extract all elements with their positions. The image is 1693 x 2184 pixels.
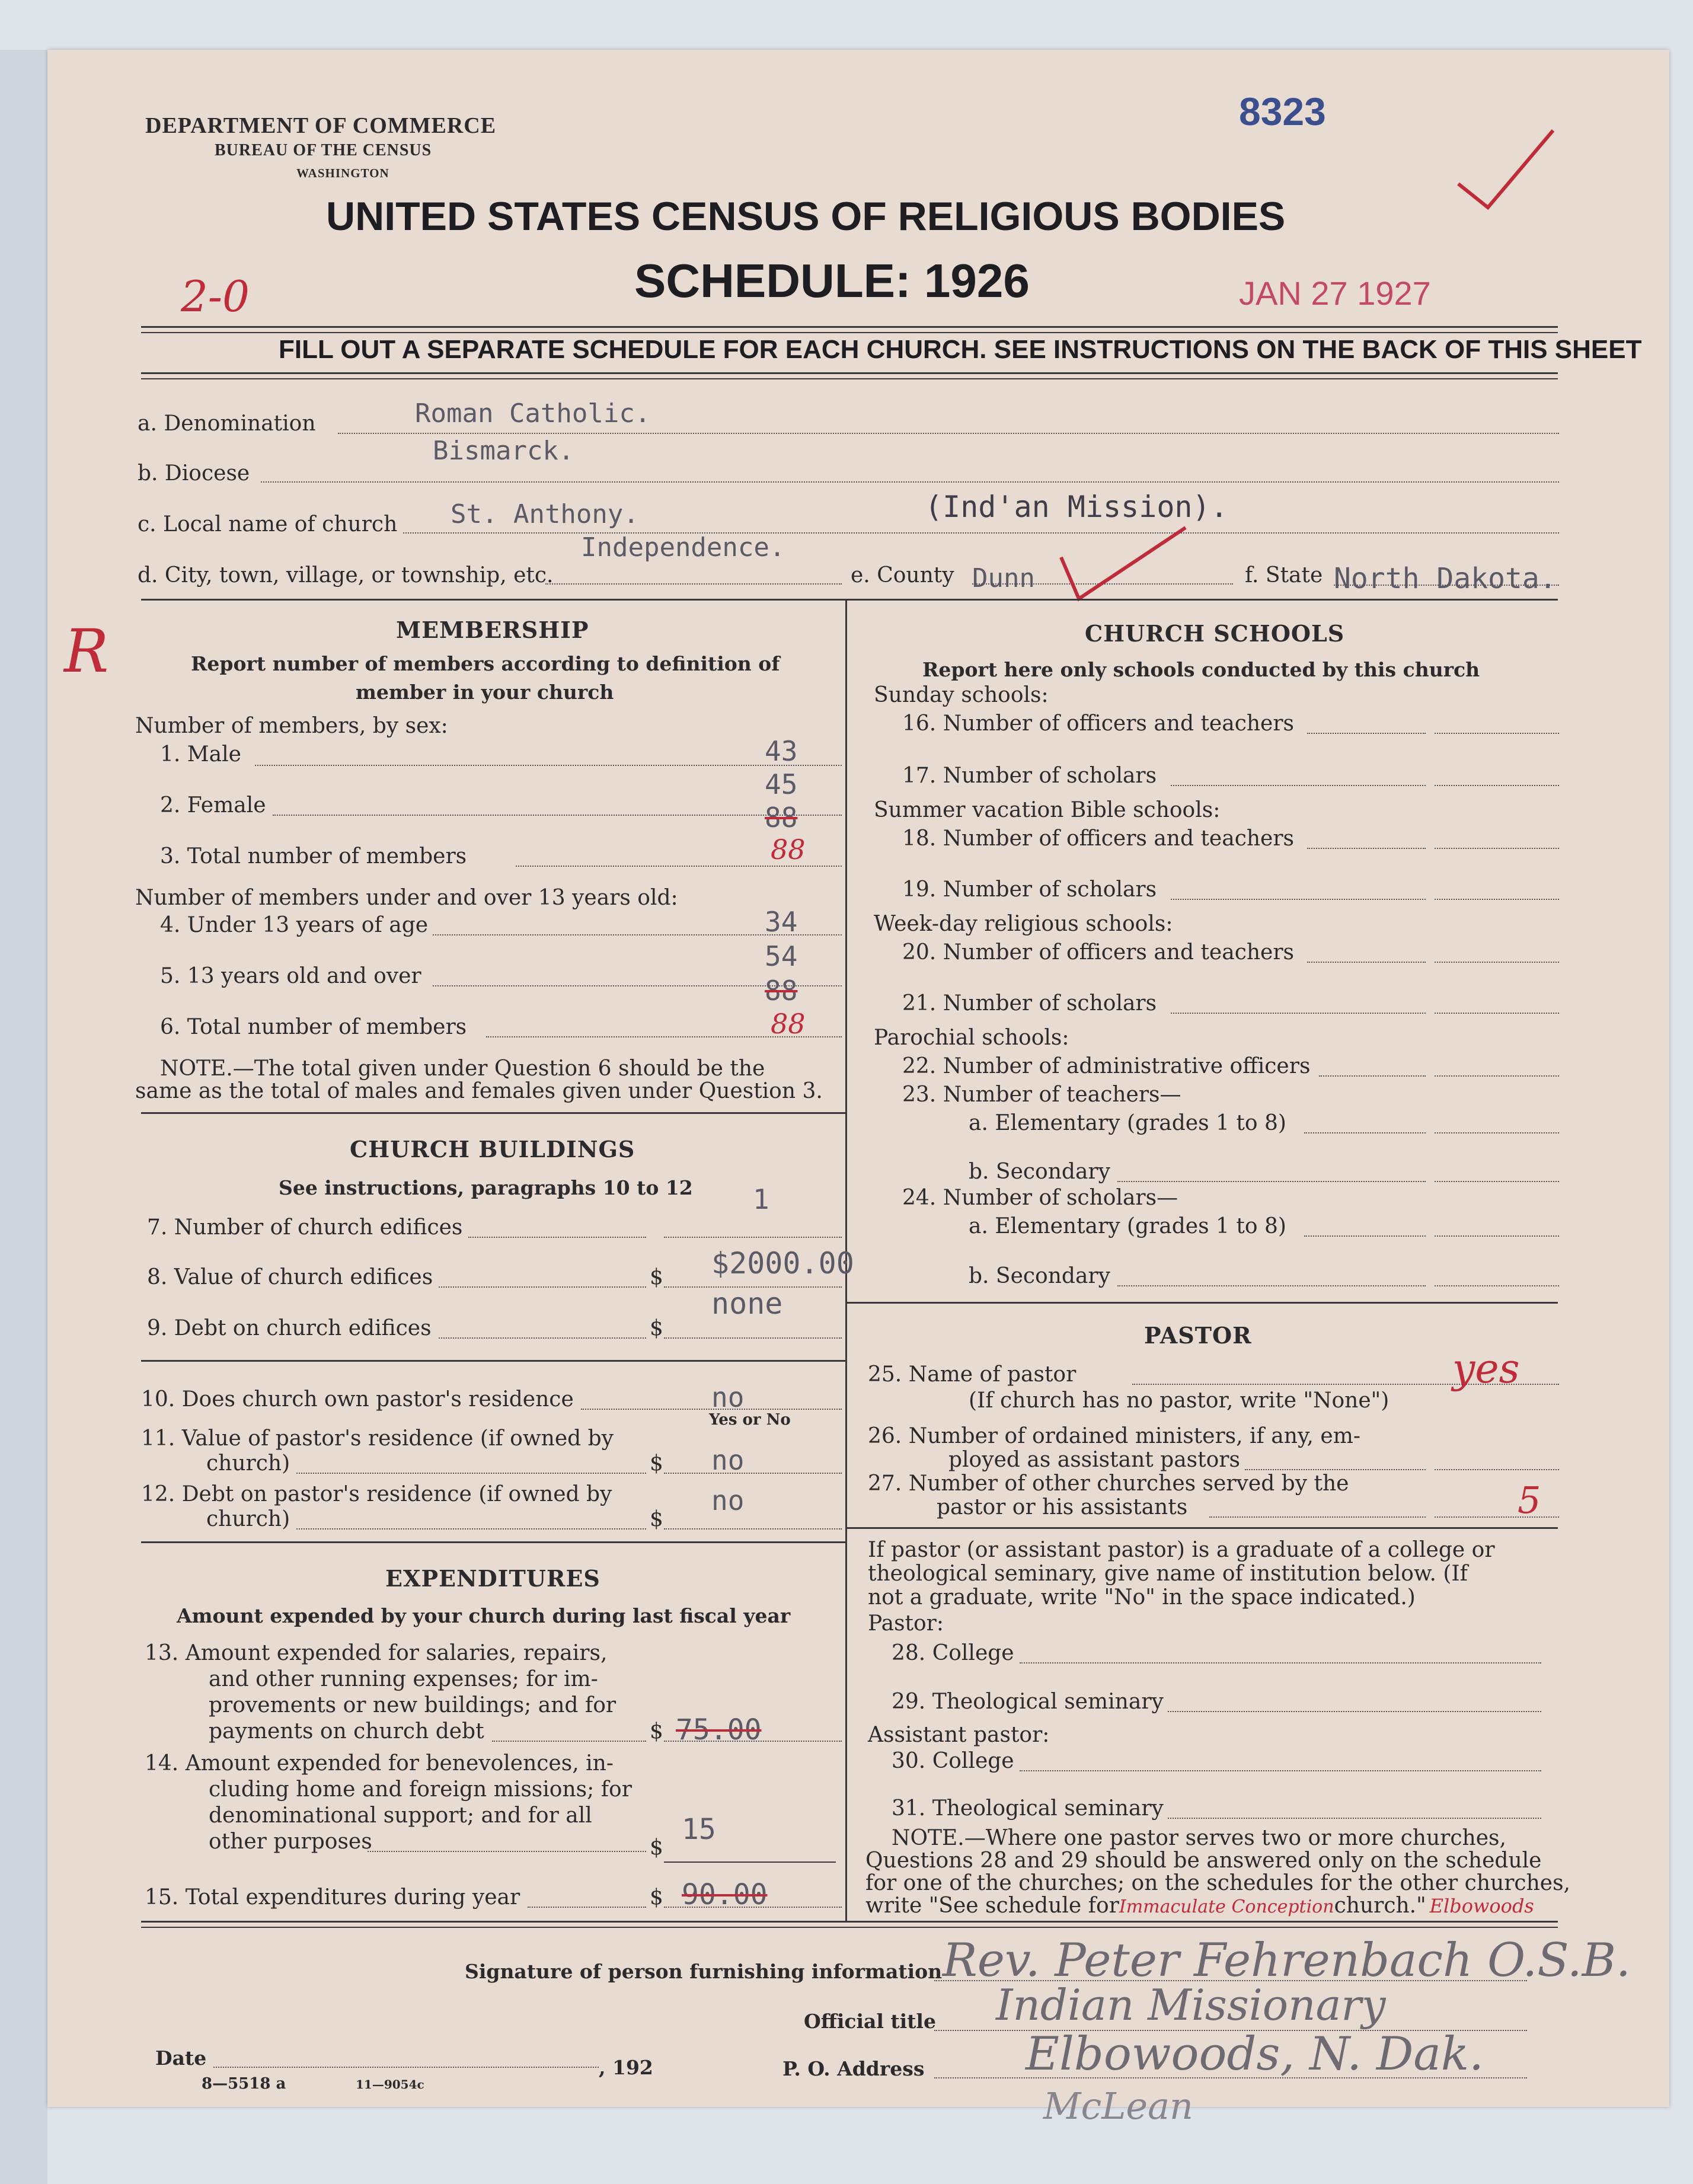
q27-label-line2: pastor or his assistants — [937, 1495, 1188, 1519]
handwritten-code: 2-0 — [181, 272, 250, 321]
stamp-number: 8323 — [1239, 90, 1326, 133]
q31-label: 31. Theological seminary — [892, 1796, 1164, 1821]
q2-female-label: 2. Female — [160, 793, 266, 818]
q14-dollar: $ — [650, 1835, 663, 1860]
received-date-stamp: JAN 27 1927 — [1239, 274, 1431, 312]
po-address-label: P. O. Address — [782, 2057, 925, 2080]
q14-line2: cluding home and foreign missions; for — [209, 1777, 632, 1802]
q25-value: yes — [1452, 1346, 1520, 1393]
q18-label: 18. Number of officers and teachers — [902, 826, 1295, 851]
q30-label: 30. College — [892, 1749, 1014, 1773]
state-label: f. State — [1245, 563, 1323, 587]
instruction-banner: FILL OUT A SEPARATE SCHEDULE FOR EACH CHURCH. SEE INSTRUCTIONS ON THE BACK OF THIS SHEET — [279, 335, 1642, 364]
department-heading: DEPARTMENT OF COMMERCE — [145, 113, 497, 138]
q27-label-line1: 27. Number of other churches served by the — [868, 1471, 1349, 1496]
q20-label: 20. Number of officers and teachers — [902, 940, 1295, 965]
local-name-extra: (Ind'an Mission). — [925, 490, 1228, 524]
q14-line4: other purposes — [209, 1829, 372, 1854]
q6-total-value: 88 — [771, 1008, 806, 1040]
q15-dollar: $ — [650, 1885, 663, 1910]
pastor-note-4-text: write "See schedule for — [865, 1894, 1119, 1918]
q13-line1: 13. Amount expended for salaries, repairs, — [145, 1641, 608, 1665]
q8-dollar: $ — [650, 1265, 663, 1289]
q26-label-line1: 26. Number of ordained ministers, if any, em- — [868, 1424, 1360, 1448]
pastor-note-4-place: Elbowoods — [1429, 1895, 1534, 1917]
q24b-label: b. Secondary — [969, 1264, 1110, 1288]
q8-value: $2000.00 — [711, 1246, 854, 1281]
q4-under13-value: 34 — [765, 906, 798, 938]
form-title: UNITED STATES CENSUS OF RELIGIOUS BODIES — [326, 194, 1286, 239]
q11-label-line2: church) — [206, 1451, 290, 1476]
q15-value: 90.00 — [682, 1878, 768, 1911]
q25-hint: (If church has no pastor, write "None") — [969, 1388, 1389, 1413]
q9-label: 9. Debt on church edifices — [147, 1316, 432, 1340]
members-by-age-label: Number of members under and over 13 years old: — [135, 886, 678, 910]
official-title-value: Indian Missionary — [996, 1980, 1386, 2030]
q15-label: 15. Total expenditures during year — [145, 1885, 520, 1910]
margin-mark: R — [64, 617, 109, 686]
county-label: e. County — [851, 563, 954, 587]
q11-label-line1: 11. Value of pastor's residence (if owned by — [141, 1426, 614, 1451]
membership-sub1: Report number of members according to definition of — [191, 652, 780, 675]
q12-dollar: $ — [650, 1507, 663, 1531]
denomination-label: a. Denomination — [138, 411, 316, 436]
q11-value: no — [711, 1444, 745, 1476]
q23a-label: a. Elementary (grades 1 to 8) — [969, 1111, 1286, 1135]
q25-label: 25. Name of pastor — [868, 1362, 1077, 1387]
q13-line4: payments on church debt — [209, 1719, 484, 1744]
schools-heading: CHURCH SCHOOLS — [1085, 620, 1345, 647]
city-value: Independence. — [581, 532, 785, 563]
form-number: 8—5518 a — [202, 2075, 286, 2093]
pastor-note-2: Questions 28 and 29 should be answered only on the schedule — [865, 1848, 1542, 1873]
q21-label: 21. Number of scholars — [902, 991, 1157, 1016]
q9-value: none — [711, 1286, 783, 1321]
signature-label: Signature of person furnishing information — [465, 1960, 943, 1983]
q28-label: 28. College — [892, 1641, 1014, 1665]
q3-old-value: 88 — [765, 802, 798, 834]
print-number: 11—9054c — [356, 2077, 424, 2092]
q24a-label: a. Elementary (grades 1 to 8) — [969, 1214, 1286, 1238]
q7-value: 1 — [753, 1183, 769, 1215]
buildings-heading: CHURCH BUILDINGS — [350, 1136, 635, 1163]
pastor-note-4-end: church." — [1334, 1894, 1426, 1918]
q5-over13-value: 54 — [765, 940, 798, 972]
expenditures-sub: Amount expended by your church during last fiscal year — [177, 1604, 791, 1627]
pastor-note-4-hand: Immaculate Conception — [1119, 1896, 1334, 1917]
q12-label-line1: 12. Debt on pastor's residence (if owned by — [141, 1482, 612, 1506]
q14-value: 15 — [682, 1813, 716, 1846]
q23-label: 23. Number of teachers— — [902, 1083, 1181, 1107]
q14-line1: 14. Amount expended for benevolences, in- — [145, 1751, 614, 1776]
summer-label: Summer vacation Bible schools: — [874, 798, 1221, 822]
q4-under13-label: 4. Under 13 years of age — [160, 913, 429, 937]
date-year: , 192 — [599, 2056, 653, 2079]
pastor-subhead: Pastor: — [868, 1611, 944, 1636]
parochial-label: Parochial schools: — [874, 1026, 1069, 1050]
membership-heading: MEMBERSHIP — [396, 617, 589, 643]
schools-sub: Report here only schools conducted by this church — [922, 658, 1480, 681]
date-label: Date — [155, 2046, 207, 2070]
members-by-sex-label: Number of members, by sex: — [135, 714, 448, 738]
pastor-intro-2: theological seminary, give name of institution below. (If — [868, 1562, 1468, 1586]
po-address-extra: McLean — [1043, 2084, 1193, 2128]
q2-female-value: 45 — [765, 768, 798, 800]
q26-label-line2: ployed as assistant pastors — [948, 1448, 1240, 1472]
q12-value: no — [711, 1484, 745, 1516]
weekday-label: Week-day religious schools: — [874, 912, 1173, 936]
buildings-sub: See instructions, paragraphs 10 to 12 — [279, 1176, 693, 1199]
pastor-heading: PASTOR — [1144, 1322, 1252, 1349]
q13-dollar: $ — [650, 1719, 663, 1744]
membership-note-2: same as the total of males and females given under Question 3. — [135, 1079, 823, 1103]
q9-dollar: $ — [650, 1316, 663, 1340]
q10-value: no — [711, 1381, 745, 1413]
red-check-mark — [1452, 124, 1559, 213]
county-value: Dunn — [972, 563, 1035, 593]
q5-over13-label: 5. 13 years old and over — [160, 964, 421, 988]
q16-label: 16. Number of officers and teachers — [902, 711, 1295, 736]
state-value: North Dakota. — [1334, 562, 1557, 595]
q6-old-value: 88 — [765, 975, 798, 1007]
bureau-heading: BUREAU OF THE CENSUS — [215, 141, 432, 159]
q6-total-label: 6. Total number of members — [160, 1015, 467, 1039]
denomination-value: Roman Catholic. — [415, 398, 651, 429]
q12-label-line2: church) — [206, 1507, 290, 1531]
pastor-note-4 — [865, 1894, 1534, 1918]
q7-label: 7. Number of church edifices — [147, 1215, 463, 1240]
q1-male-value: 43 — [765, 735, 798, 767]
q27-value: 5 — [1518, 1479, 1541, 1522]
q19-label: 19. Number of scholars — [902, 877, 1157, 902]
q10-label: 10. Does church own pastor's residence — [141, 1387, 574, 1412]
pastor-intro-3: not a graduate, write "No" in the space indicated.) — [868, 1585, 1416, 1610]
city-heading: WASHINGTON — [296, 166, 389, 180]
diocese-label: b. Diocese — [138, 461, 250, 486]
q13-line2: and other running expenses; for im- — [209, 1667, 598, 1691]
diocese-value: Bismarck. — [433, 436, 574, 466]
q1-male-label: 1. Male — [160, 742, 241, 767]
form-schedule: SCHEDULE: 1926 — [634, 254, 1030, 307]
sunday-label: Sunday schools: — [874, 683, 1049, 707]
q17-label: 17. Number of scholars — [902, 764, 1157, 788]
pastor-note-3: for one of the churches; on the schedules for the other churches, — [865, 1871, 1570, 1895]
pastor-intro-1: If pastor (or assistant pastor) is a graduate of a college or — [868, 1538, 1495, 1562]
county-check-mark — [1049, 522, 1192, 605]
q10-hint: Yes or No — [709, 1411, 791, 1429]
city-label: d. City, town, village, or township, etc. — [138, 563, 554, 587]
q22-label: 22. Number of administrative officers — [902, 1054, 1311, 1078]
membership-sub2: member in your church — [356, 681, 614, 704]
q13-value: 75.00 — [676, 1713, 762, 1746]
signature-value: Rev. Peter Fehrenbach O.S.B. — [943, 1934, 1631, 1987]
expenditures-heading: EXPENDITURES — [385, 1565, 600, 1592]
local-name-label: c. Local name of church — [138, 512, 398, 537]
local-name-value: St. Anthony. — [451, 499, 639, 529]
q23b-label: b. Secondary — [969, 1160, 1110, 1184]
membership-note-1: NOTE.—The total given under Question 6 should be the — [160, 1056, 765, 1081]
q3-total-label: 3. Total number of members — [160, 844, 467, 869]
q8-label: 8. Value of church edifices — [147, 1265, 433, 1289]
q11-dollar: $ — [650, 1451, 663, 1476]
po-address-value: Elbowoods, N. Dak. — [1026, 2027, 1484, 2081]
q24-label: 24. Number of scholars— — [902, 1186, 1178, 1210]
background-edge — [0, 50, 47, 2184]
q29-label: 29. Theological seminary — [892, 1690, 1164, 1714]
official-title-label: Official title — [804, 2010, 936, 2033]
pastor-note-1: NOTE.—Where one pastor serves two or more churches, — [892, 1826, 1506, 1850]
q13-line3: provements or new buildings; and for — [209, 1693, 616, 1717]
q14-line3: denominational support; and for all — [209, 1803, 592, 1828]
q3-total-value: 88 — [771, 834, 806, 866]
assistant-subhead: Assistant pastor: — [868, 1723, 1050, 1747]
